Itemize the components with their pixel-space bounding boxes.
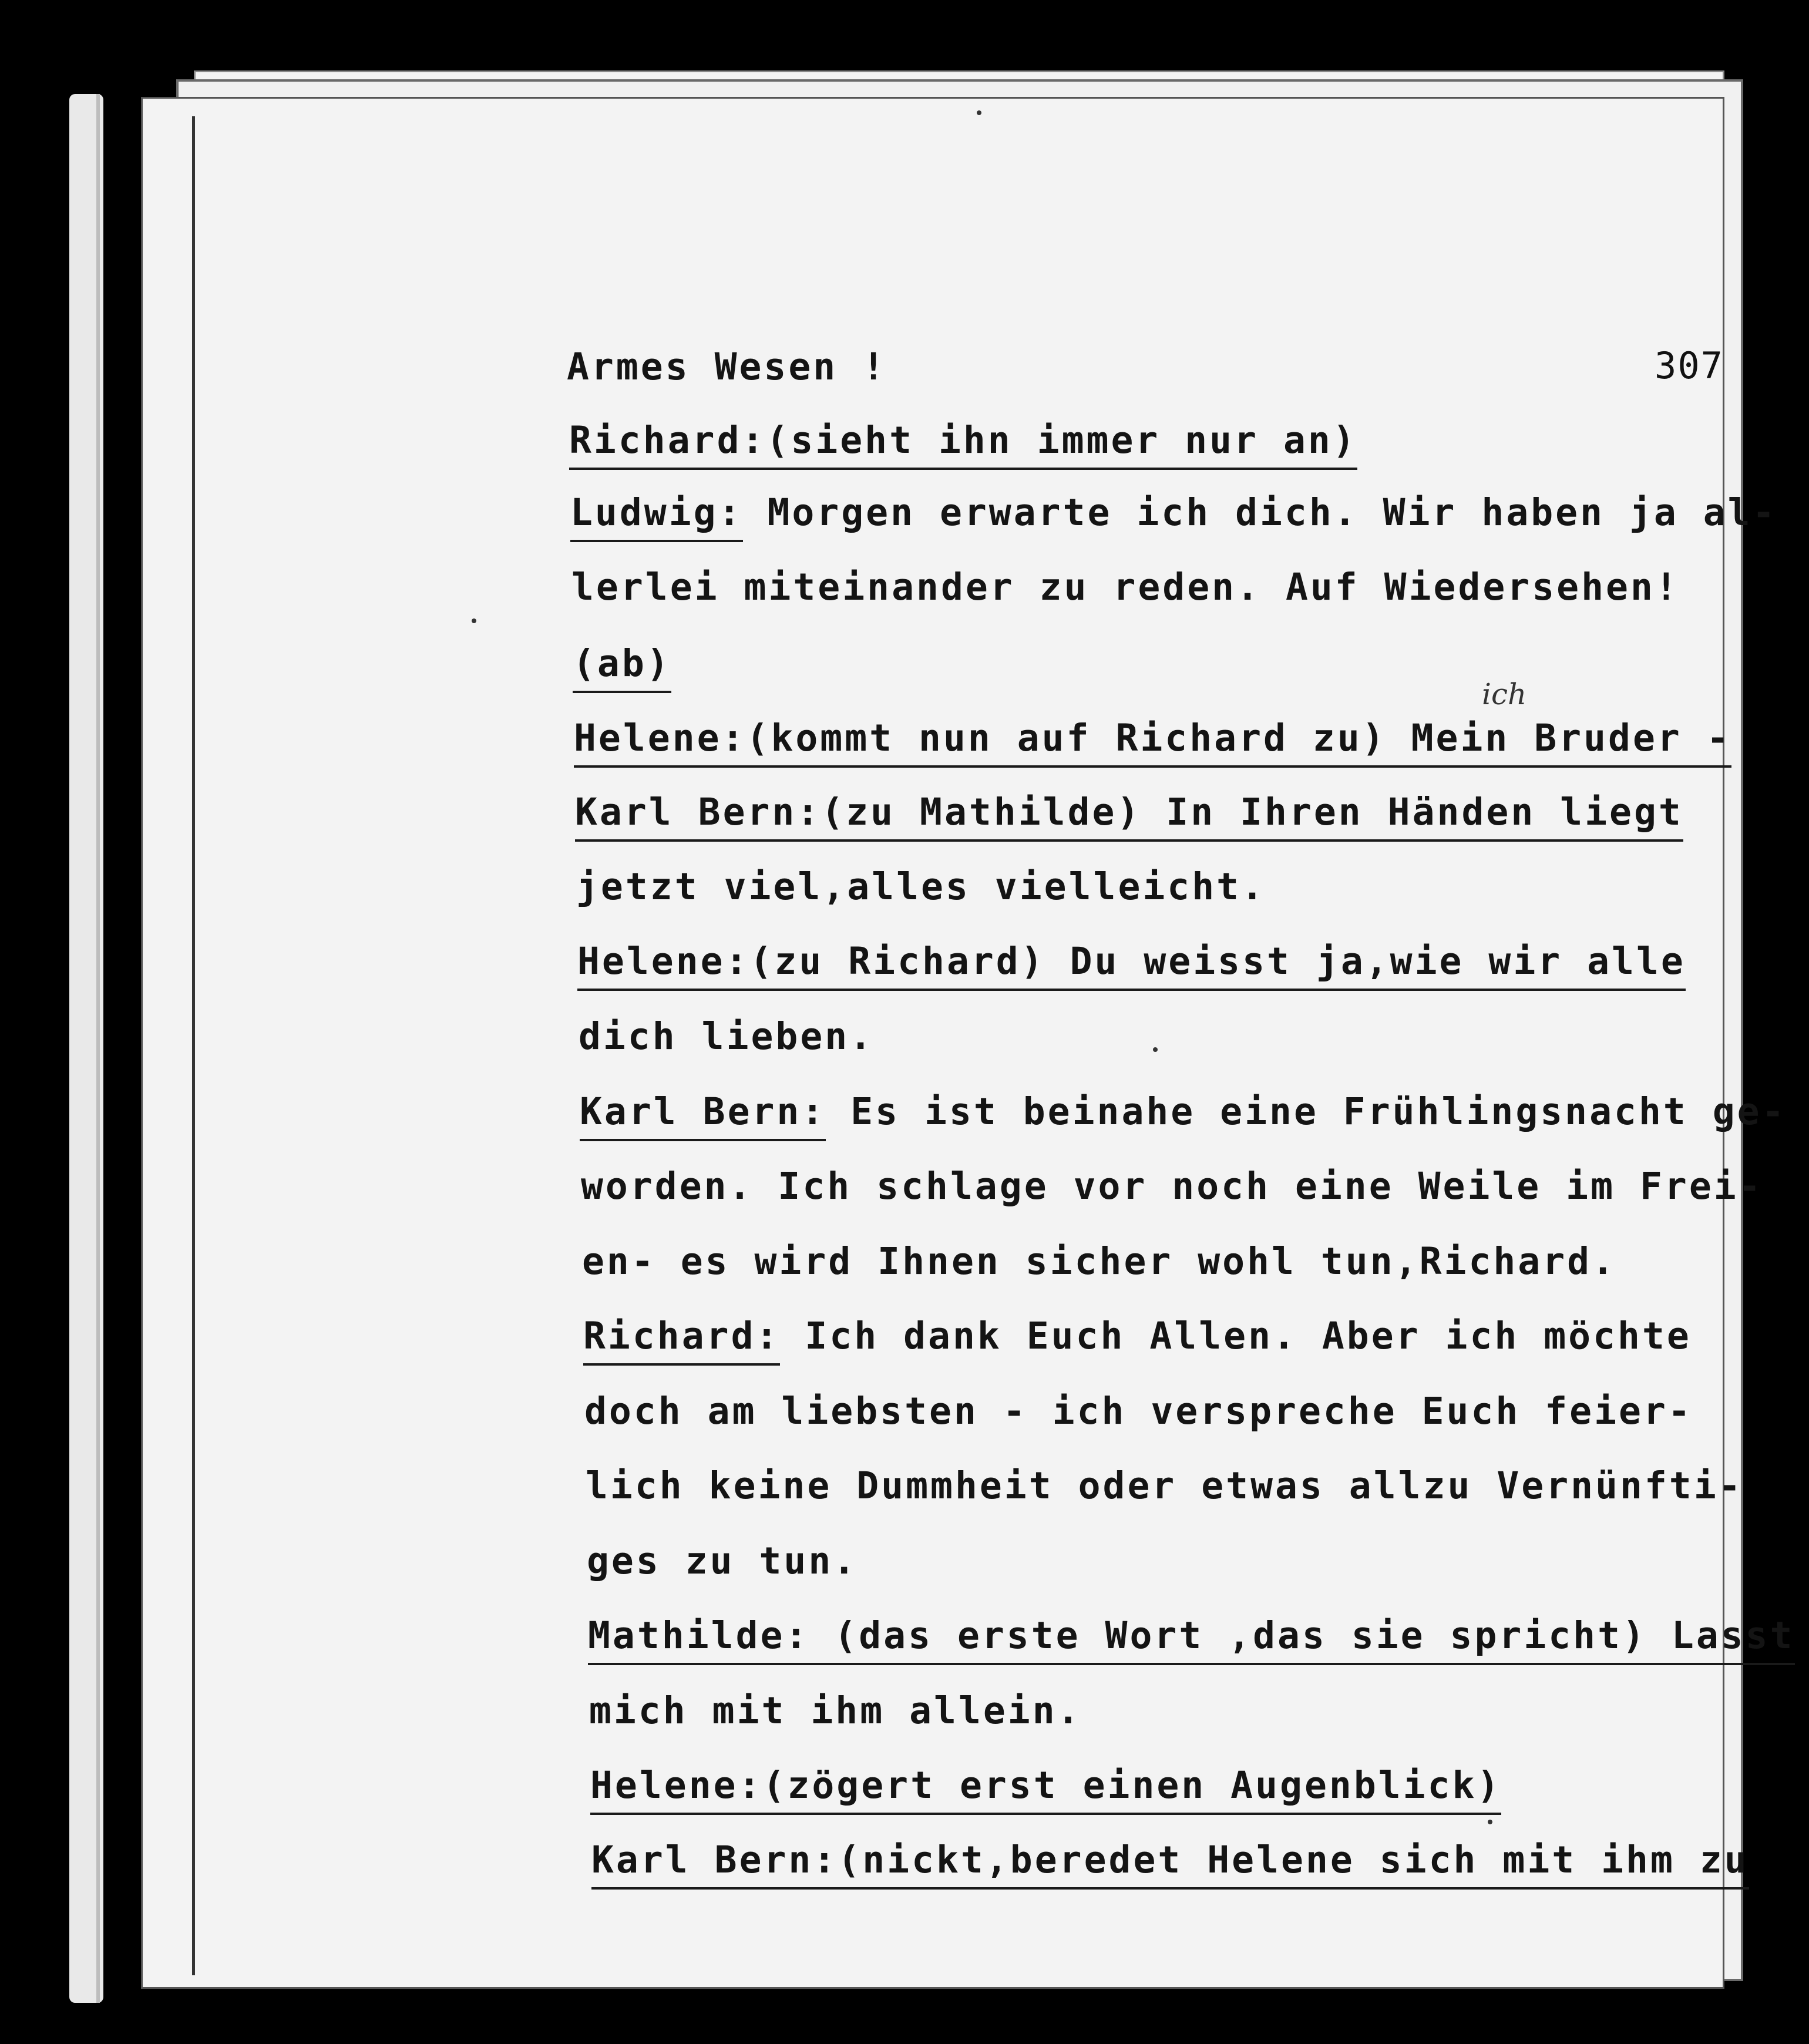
line-text: lerlei miteinander zu reden. Auf Wiedersehen!: [571, 566, 1680, 609]
line-11: [580, 1090, 1787, 1133]
line-18: [588, 1614, 1795, 1657]
page-number: 307: [1655, 344, 1724, 387]
line-9: [577, 940, 1686, 983]
line-2: [569, 419, 1357, 462]
line-6: [574, 717, 1731, 759]
line-text: ges zu tun.: [587, 1539, 858, 1582]
line-text: mich mit ihm allein.: [589, 1689, 1082, 1732]
line-7: [575, 791, 1683, 833]
line-text: (nickt,beredet Helene sich mit ihm zu: [838, 1838, 1749, 1890]
speck: [1488, 1820, 1492, 1824]
line-1: [567, 345, 887, 388]
stage-direction: (zögert erst einen Augenblick): [763, 1764, 1502, 1815]
line-17: [587, 1539, 858, 1582]
speck: [977, 110, 981, 115]
line-text: Es ist beinahe eine Frühlingsnacht ge-: [826, 1090, 1787, 1133]
line-14: [583, 1315, 1692, 1357]
line-text: jetzt viel,alles vielleicht.: [576, 865, 1266, 908]
line-text: Armes Wesen !: [567, 345, 887, 388]
speaker-label: Karl Bern:: [591, 1838, 838, 1890]
line-19: [589, 1689, 1082, 1732]
line-text: dich lieben.: [579, 1015, 875, 1058]
line-10: [579, 1015, 874, 1058]
speaker-label: Ludwig:: [570, 491, 743, 542]
line-text: Ich dank Euch Allen. Aber ich möchte: [780, 1315, 1692, 1357]
document-page: [141, 97, 1795, 1989]
speck: [1153, 1047, 1158, 1052]
line-text: (das erste Wort ,das sie spricht) Lasst: [809, 1614, 1794, 1665]
line-text: lich keine Dummheit oder etwas allzu Vernünfti-: [586, 1464, 1743, 1507]
speaker-label: Helene:: [574, 717, 747, 768]
line-13: [582, 1240, 1616, 1283]
line-text: (kommt nun auf Richard zu) Mein Bruder -: [747, 717, 1731, 768]
line-8: [576, 865, 1266, 908]
line-text: (zu Mathilde) In Ihren Händen liegt: [821, 791, 1683, 842]
speaker-label: Richard:: [583, 1315, 780, 1366]
stage-direction: (ab): [573, 642, 671, 693]
line-20: [590, 1764, 1501, 1807]
line-15: [584, 1390, 1693, 1433]
line-4: [571, 566, 1680, 609]
speaker-label: Richard:: [569, 419, 766, 470]
speaker-label: Helene:: [590, 1764, 763, 1815]
speaker-label: Helene:: [577, 940, 750, 991]
stage-direction: (sieht ihn immer nur an): [766, 419, 1357, 470]
line-text: doch am liebsten - ich verspreche Euch feier-: [584, 1390, 1693, 1433]
line-3: [570, 491, 1777, 534]
handwritten-note: ich: [1482, 677, 1527, 711]
speaker-label: Karl Bern:: [580, 1090, 826, 1141]
speaker-label: Mathilde:: [588, 1614, 809, 1665]
speaker-label: Karl Bern:: [575, 791, 821, 842]
line-16: [586, 1464, 1743, 1507]
line-21: [591, 1838, 1749, 1881]
speck: [472, 618, 476, 623]
film-edge: [69, 94, 103, 2003]
line-text: en- es wird Ihnen sicher wohl tun,Richard.: [582, 1240, 1617, 1283]
line-5: [573, 642, 671, 685]
line-text: (zu Richard) Du weisst ja,wie wir alle: [750, 940, 1686, 991]
line-text: worden. Ich schlage vor noch eine Weile im Frei-: [581, 1165, 1763, 1208]
line-text: Morgen erwarte ich dich. Wir haben ja al-: [742, 491, 1777, 534]
line-12: [581, 1165, 1763, 1208]
